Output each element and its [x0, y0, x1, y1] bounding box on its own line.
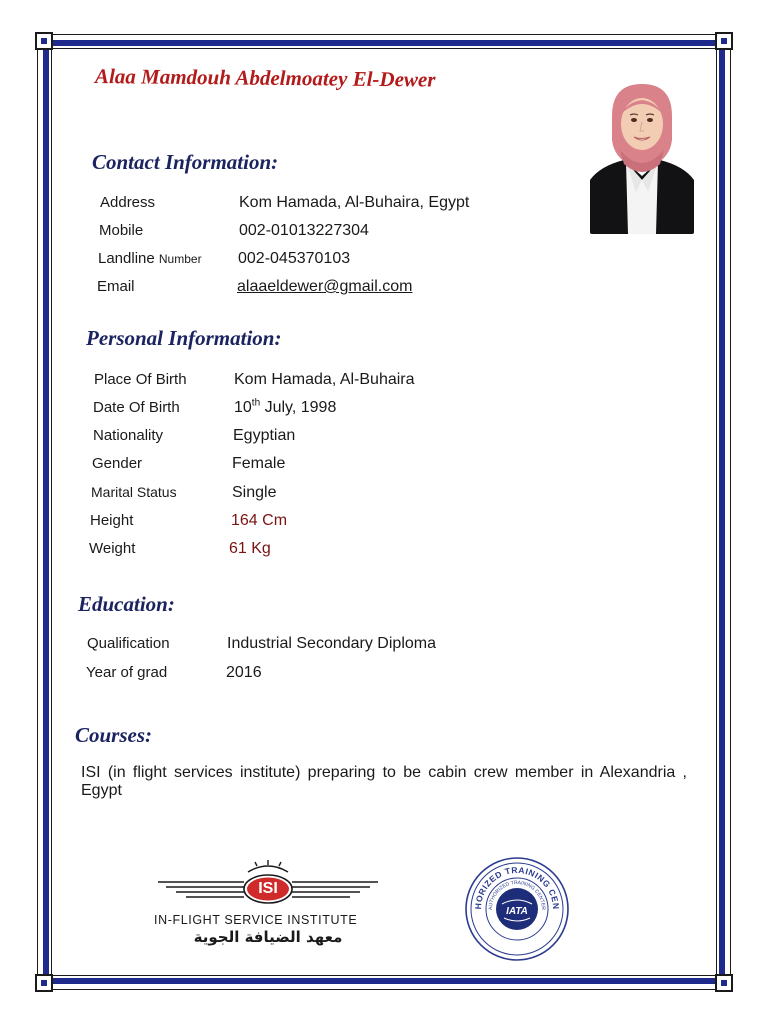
- border-corner-top-right: [711, 28, 737, 54]
- nationality-label: Nationality: [93, 427, 164, 444]
- email-link[interactable]: alaaeldewer@gmail.com: [237, 278, 413, 295]
- isi-arabic-name: معهد الضيافة الجوية: [193, 928, 343, 946]
- education-heading-text: Education:: [78, 592, 175, 616]
- weight-label: Weight: [89, 540, 136, 557]
- personal-heading-bold: Personal: [86, 326, 164, 350]
- mobile-value: 002-01013227304: [239, 222, 369, 239]
- iata-seal: [462, 856, 572, 962]
- birth-day: 10: [234, 399, 252, 416]
- border-corner-bottom-right: [711, 970, 737, 996]
- landline-label-main: Landline: [98, 250, 155, 267]
- birth-day-suffix: th: [251, 397, 261, 409]
- date-of-birth-label: Date Of Birth: [93, 399, 180, 416]
- iata-ring-text: HORIZED TRAINING CEN: [472, 864, 562, 911]
- year-of-grad-value: 2016: [226, 664, 262, 681]
- border-corner-bottom-left: [31, 970, 57, 996]
- email-label: Email: [97, 278, 135, 295]
- contact-heading-bold: Contact: [92, 150, 160, 174]
- isi-name: IN-FLIGHT SERVICE INSTITUTE: [154, 913, 358, 927]
- mobile-label: Mobile: [99, 222, 144, 239]
- qualification-label: Qualification: [87, 635, 170, 652]
- landline-label-small: Number: [158, 252, 202, 266]
- personal-heading-rest: Information:: [168, 326, 282, 350]
- year-of-grad-label: Year of grad: [86, 664, 168, 681]
- iata-mark-text: IATA: [506, 906, 528, 917]
- nationality-value: Egyptian: [233, 427, 296, 444]
- courses-description: ISI (in flight services institute) preparing to be cabin crew member in Alexandria , Egypt: [81, 764, 687, 799]
- iata-inner-text: AUTHORIZED TRAINING CENTER: [487, 879, 547, 911]
- marital-status-value: Single: [232, 484, 277, 501]
- education-heading: [78, 592, 175, 617]
- address-label: Address: [100, 194, 156, 211]
- birth-month-year: July, 1998: [264, 399, 337, 416]
- height-value: 164 Cm: [231, 512, 288, 529]
- border-corner-top-left: [31, 28, 57, 54]
- height-label: Height: [90, 512, 134, 529]
- profile-photo: [590, 80, 694, 234]
- date-of-birth-value: [234, 399, 336, 417]
- gender-label: Gender: [92, 455, 143, 472]
- weight-value: 61 Kg: [229, 540, 271, 557]
- marital-status-label: Marital Status: [91, 484, 177, 500]
- candidate-name: Alaa Mamdouh Abdelmoatey El-Dewer: [94, 64, 436, 92]
- gender-value: Female: [232, 455, 286, 472]
- contact-heading: [92, 150, 278, 175]
- isi-badge-text: ISI: [258, 880, 278, 897]
- contact-heading-rest: Information:: [164, 150, 279, 174]
- address-value: Kom Hamada, Al-Buhaira, Egypt: [239, 194, 470, 211]
- place-of-birth-label: Place Of Birth: [94, 371, 187, 388]
- place-of-birth-value: Kom Hamada, Al-Buhaira: [234, 371, 415, 388]
- landline-value: 002-045370103: [238, 250, 351, 267]
- courses-heading-text: Courses:: [75, 723, 153, 747]
- courses-heading: [75, 723, 152, 748]
- landline-label: [98, 250, 202, 267]
- qualification-value: Industrial Secondary Diploma: [227, 635, 436, 652]
- personal-heading: [86, 326, 281, 351]
